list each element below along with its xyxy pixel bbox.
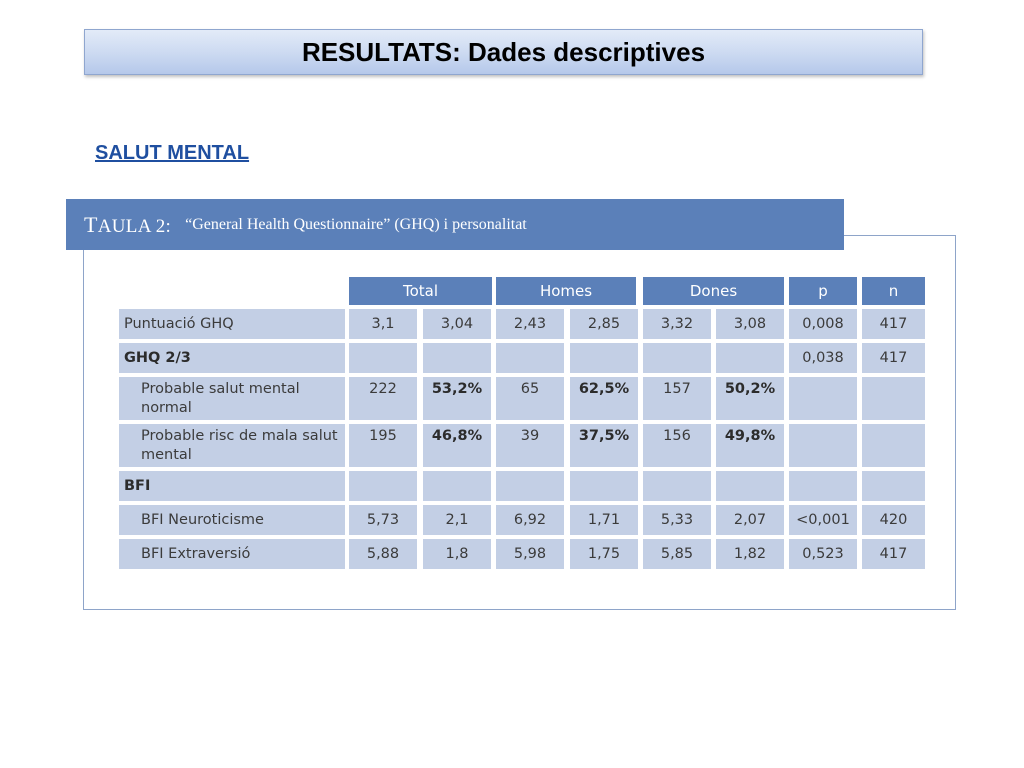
table-cell: 2,43 xyxy=(496,309,564,339)
table-cell xyxy=(862,424,925,467)
table-cell: 1,82 xyxy=(716,539,784,569)
table-cell: 2,1 xyxy=(423,505,491,535)
table-cell: 6,92 xyxy=(496,505,564,535)
table-cell: 420 xyxy=(862,505,925,535)
column-header: Total xyxy=(349,277,492,305)
table-cell: 46,8% xyxy=(423,424,491,467)
table-cell: 50,2% xyxy=(716,377,784,420)
section-link-salut-mental[interactable]: SALUT MENTAL xyxy=(95,142,250,164)
column-header: Dones xyxy=(643,277,784,305)
table-cell: 2,07 xyxy=(716,505,784,535)
table-cell xyxy=(496,471,564,501)
table-cell: 5,85 xyxy=(643,539,711,569)
table-cell xyxy=(643,471,711,501)
table-cell xyxy=(789,377,857,420)
column-header: n xyxy=(862,277,925,305)
table-cell xyxy=(423,343,491,373)
table-cell: 65 xyxy=(496,377,564,420)
row-label: GHQ 2/3 xyxy=(119,343,345,373)
column-header: Homes xyxy=(496,277,636,305)
table-cell: 3,32 xyxy=(643,309,711,339)
table-cell: 39 xyxy=(496,424,564,467)
table-cell: 0,038 xyxy=(789,343,857,373)
table-cell xyxy=(496,343,564,373)
table-cell xyxy=(862,471,925,501)
table-cell xyxy=(423,471,491,501)
table-cell: 49,8% xyxy=(716,424,784,467)
row-label: BFI Neuroticisme xyxy=(119,505,345,535)
table-cell: 417 xyxy=(862,343,925,373)
row-label: Puntuació GHQ xyxy=(119,309,345,339)
row-label: BFI xyxy=(119,471,345,501)
table-cell: 5,33 xyxy=(643,505,711,535)
caption-text: “General Health Questionnaire” (GHQ) i personalitat xyxy=(185,215,527,233)
table-cell: 1,75 xyxy=(570,539,638,569)
table-cell: 2,85 xyxy=(570,309,638,339)
table-cell: 62,5% xyxy=(570,377,638,420)
table-cell: 5,73 xyxy=(349,505,417,535)
table-cell: 0,523 xyxy=(789,539,857,569)
table-cell: 3,04 xyxy=(423,309,491,339)
column-header: p xyxy=(789,277,857,305)
table-cell xyxy=(716,343,784,373)
row-label: Probable salut mental normal xyxy=(119,377,345,420)
table-cell: 1,71 xyxy=(570,505,638,535)
row-label: Probable risc de mala salut mental xyxy=(119,424,345,467)
table-cell xyxy=(349,471,417,501)
table-cell xyxy=(789,471,857,501)
table-cell: 5,98 xyxy=(496,539,564,569)
table-cell: 417 xyxy=(862,539,925,569)
table-cell: 3,08 xyxy=(716,309,784,339)
table-cell: 157 xyxy=(643,377,711,420)
table-cell xyxy=(643,343,711,373)
table-cell: 222 xyxy=(349,377,417,420)
caption-label: TAULA 2: xyxy=(84,211,172,237)
table-cell: 3,1 xyxy=(349,309,417,339)
table-cell: 417 xyxy=(862,309,925,339)
table-cell: 53,2% xyxy=(423,377,491,420)
table-cell xyxy=(570,343,638,373)
table-cell: <0,001 xyxy=(789,505,857,535)
table-cell: 37,5% xyxy=(570,424,638,467)
table-cell xyxy=(862,377,925,420)
table-cell: 0,008 xyxy=(789,309,857,339)
table-cell: 195 xyxy=(349,424,417,467)
table-cell xyxy=(349,343,417,373)
table-cell: 1,8 xyxy=(423,539,491,569)
table-caption xyxy=(66,199,844,250)
table-cell xyxy=(716,471,784,501)
table-cell xyxy=(789,424,857,467)
row-label: BFI Extraversió xyxy=(119,539,345,569)
table-cell: 5,88 xyxy=(349,539,417,569)
table-cell: 156 xyxy=(643,424,711,467)
table-cell xyxy=(570,471,638,501)
slide-title: RESULTATS: Dades descriptives xyxy=(84,29,923,75)
